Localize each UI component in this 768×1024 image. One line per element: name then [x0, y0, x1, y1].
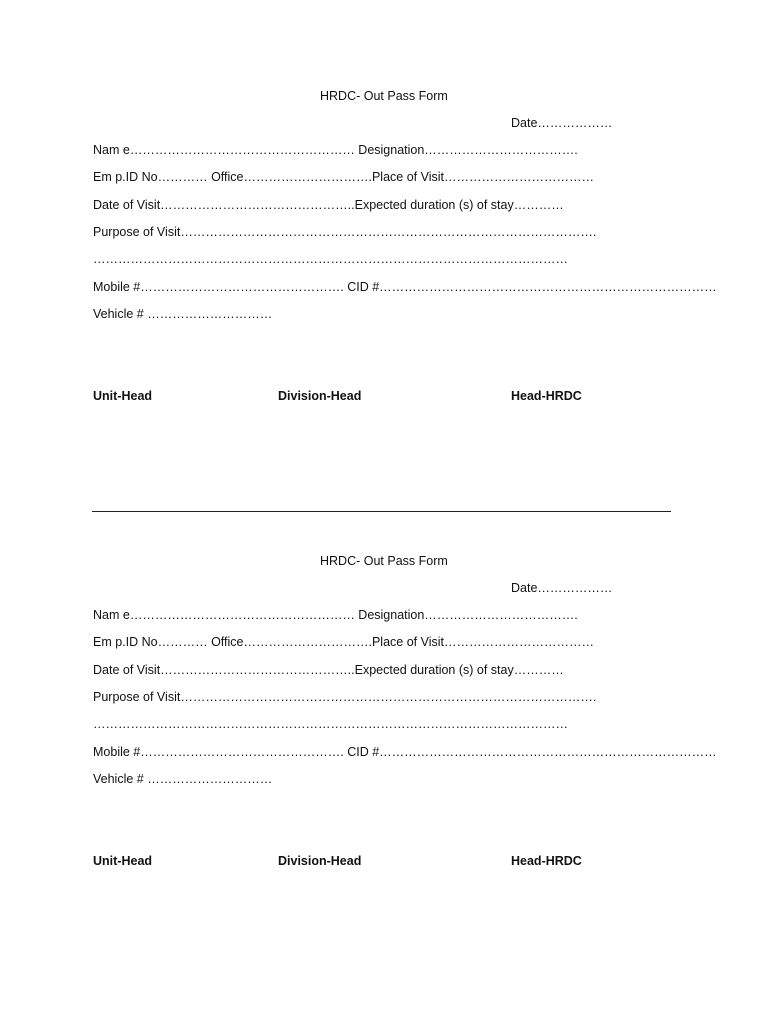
signature-unit-head: Unit-Head [93, 854, 153, 868]
signature-division-head: Division-Head [278, 389, 362, 403]
signature-head-hrdc: Head-HRDC [511, 854, 582, 868]
emp-office-place-line: Em p.ID No………… Office………………………….Place of Visit……………………………… [93, 635, 594, 649]
mobile-cid-line: Mobile #…………………………………………. CID #……………………………………………………………………… [93, 280, 717, 294]
name-designation-line: Nam e……………………………………………… Designation………………………………. [93, 608, 578, 622]
mobile-cid-line: Mobile #…………………………………………. CID #……………………………………………………………………… [93, 745, 717, 759]
purpose-continuation-line: …………………………………………………………………………………………………… [93, 252, 568, 266]
date-of-visit-line: Date of Visit………………………………………..Expected duration (s) of stay………… [93, 198, 564, 212]
signature-division-head: Division-Head [278, 854, 362, 868]
form-title: HRDC- Out Pass Form [320, 554, 448, 568]
date-line: Date……………… [511, 116, 613, 130]
cut-line-divider [92, 511, 671, 512]
purpose-of-visit-line: Purpose of Visit………………………………………………………………………………………. [93, 690, 597, 704]
signature-unit-head: Unit-Head [93, 389, 153, 403]
name-designation-line: Nam e……………………………………………… Designation………………………………. [93, 143, 578, 157]
emp-office-place-line: Em p.ID No………… Office………………………….Place of Visit……………………………… [93, 170, 594, 184]
purpose-of-visit-line: Purpose of Visit………………………………………………………………………………………. [93, 225, 597, 239]
vehicle-line: Vehicle # ………………………… [93, 772, 273, 786]
purpose-continuation-line: …………………………………………………………………………………………………… [93, 717, 568, 731]
vehicle-line: Vehicle # ………………………… [93, 307, 273, 321]
form-title: HRDC- Out Pass Form [320, 89, 448, 103]
signature-head-hrdc: Head-HRDC [511, 389, 582, 403]
date-line: Date……………… [511, 581, 613, 595]
date-of-visit-line: Date of Visit………………………………………..Expected duration (s) of stay………… [93, 663, 564, 677]
